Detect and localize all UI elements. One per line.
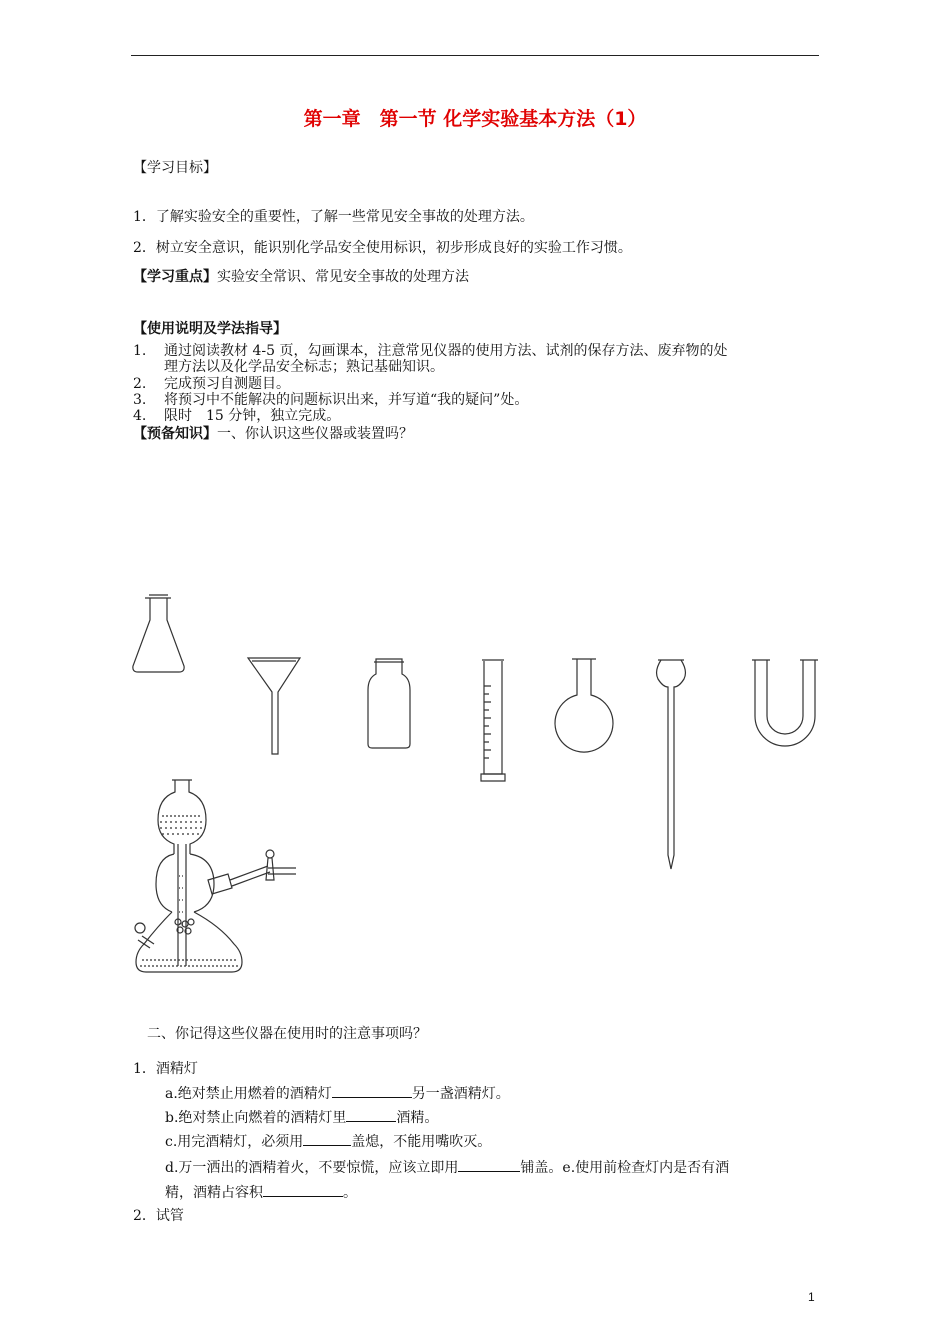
reagent-bottle-icon (362, 656, 420, 752)
section2-item1: 1．酒精灯 (133, 1061, 198, 1077)
line-b-pre: b.绝对禁止向燃着的酒精灯里 (165, 1110, 347, 1126)
guide-item-3-text: 将预习中不能解决的问题标识出来，并写道“我的疑问”处。 (164, 392, 529, 408)
blank-d[interactable] (458, 1157, 520, 1172)
guide-item-1-line1: 通过阅读教材 4-5 页，勾画课本，注意常见仪器的使用方法、试剂的保存方法、废弃物的处 (164, 343, 728, 359)
guide-item-1-line2: 理方法以及化学品安全标志；熟记基础知识。 (164, 359, 444, 375)
line-a-pre: a.绝对禁止用燃着的酒精灯 (165, 1086, 332, 1102)
line-b (165, 1107, 438, 1127)
key-points-text: 实验安全常识、常见安全事故的处理方法 (217, 269, 469, 285)
header-rule (131, 55, 819, 56)
blank-e[interactable] (263, 1182, 343, 1197)
prep-text: 一、你认识这些仪器或装置吗？ (217, 426, 413, 442)
line-d-pre: d.万一洒出的酒精着火，不要惊慌，应该立即用 (165, 1160, 459, 1176)
graduated-cylinder-icon (478, 656, 508, 784)
line-e-pre: 精，酒精占容积 (165, 1185, 263, 1201)
funnel-icon (244, 654, 306, 760)
prep-heading: 【预备知识】 (133, 426, 217, 442)
blank-b[interactable] (346, 1107, 396, 1122)
line-e-post: 。 (343, 1185, 357, 1201)
guide-item-4-num: 4. (133, 408, 147, 424)
line-a (165, 1083, 510, 1103)
round-bottom-flask-icon (550, 655, 618, 763)
guide-heading: 【使用说明及学法指导】 (133, 321, 287, 337)
blank-c[interactable] (303, 1131, 351, 1146)
section2-heading: 二、你记得这些仪器在使用时的注意事项吗？ (147, 1026, 427, 1042)
guide-item-3-num: 3. (133, 392, 147, 408)
goal-item-1: 1．了解实验安全的重要性，了解一些常见安全事故的处理方法。 (133, 209, 534, 225)
goals-heading: 【学习目标】 (133, 160, 217, 176)
line-d-post: 铺盖。e.使用前检查灯内是否有酒 (520, 1160, 730, 1176)
line-e (165, 1182, 357, 1202)
guide-item-2-num: 2. (133, 376, 147, 392)
line-c (165, 1131, 491, 1151)
u-tube-icon (748, 656, 824, 752)
prep (133, 425, 413, 443)
line-b-post: 酒精。 (396, 1110, 439, 1126)
guide-item-2-text: 完成预习自测题目。 (164, 376, 290, 392)
guide-item-4-text: 限时 15 分钟，独立完成。 (164, 408, 341, 424)
guide-item-1-num: 1. (133, 343, 147, 359)
line-c-post: 盖熄，不能用嘴吹灭。 (351, 1134, 492, 1150)
line-c-pre: c.用完酒精灯，必须用 (165, 1134, 304, 1150)
goal-item-2: 2．树立安全意识，能识别化学品安全使用标识，初步形成良好的实验工作习惯。 (133, 240, 632, 256)
line-a-post: 另一盏酒精灯。 (411, 1086, 510, 1102)
section2-item2: 2．试管 (133, 1208, 184, 1224)
key-points-heading: 【学习重点】 (133, 269, 217, 285)
page-number: 1 (808, 1290, 815, 1304)
key-points (133, 268, 469, 286)
page-title: 第一章 第一节 化学实验基本方法（1） (303, 108, 647, 130)
kipps-apparatus-icon (128, 776, 306, 980)
erlenmeyer-flask-icon (128, 590, 190, 676)
blank-a[interactable] (332, 1083, 412, 1098)
thistle-funnel-icon (650, 655, 692, 875)
line-d (165, 1157, 729, 1177)
